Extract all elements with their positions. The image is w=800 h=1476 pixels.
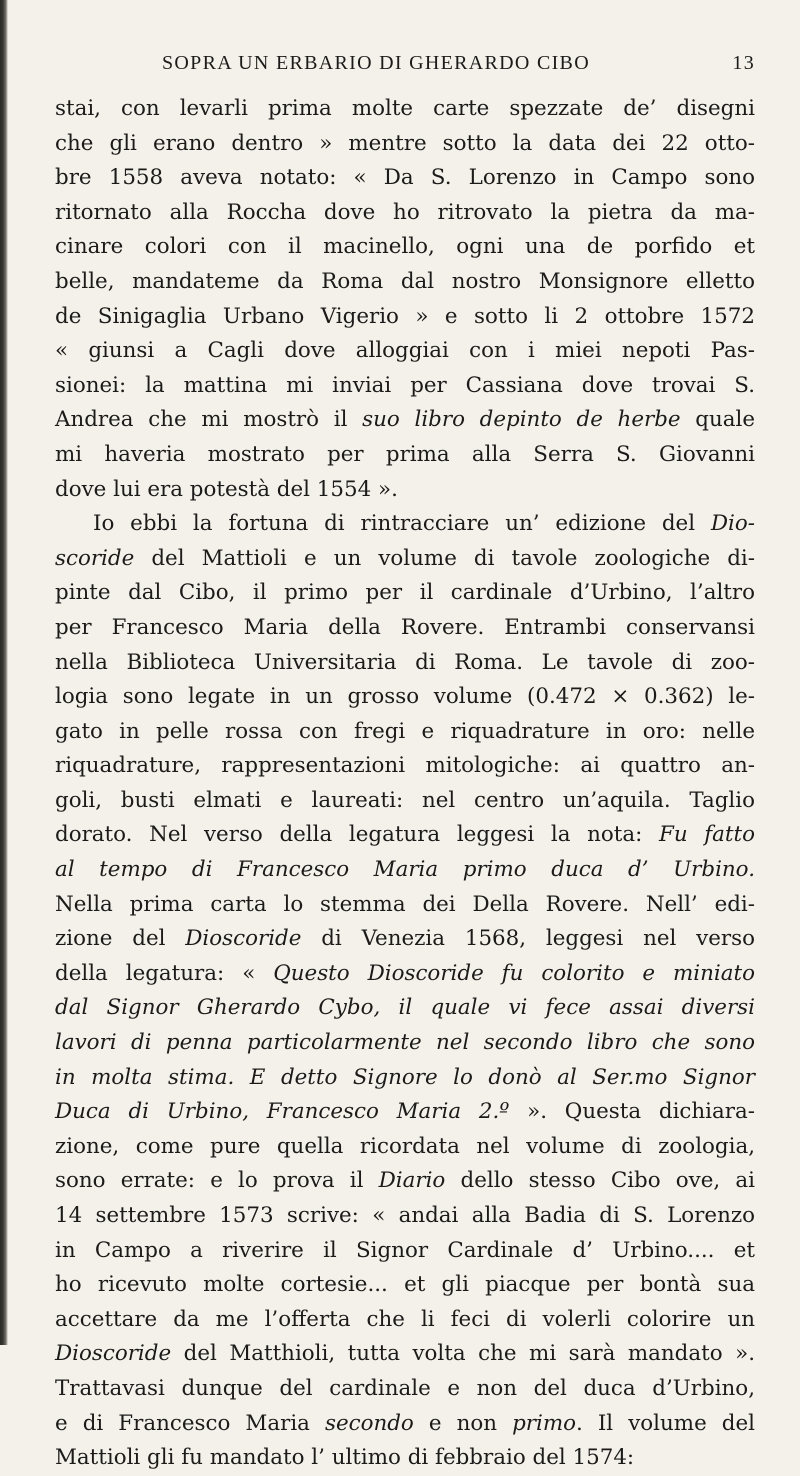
text-segment: in Campo a riverire il Signor Cardinale d’ Urbino.... et (55, 1237, 755, 1263)
text-line (55, 1441, 755, 1476)
text-segment: 14 settembre 1573 scrive: « andai alla Badia di S. Lorenzo (55, 1203, 755, 1228)
text-line (55, 853, 755, 888)
text-line (55, 1268, 755, 1303)
text-segment: ». Questa dichiara- (509, 1099, 755, 1125)
italic-text: Duca di Urbino, Francesco Maria 2.º (55, 1099, 510, 1125)
text-line (55, 230, 755, 265)
text-line (55, 991, 755, 1026)
text-segment: riquadrature, rappresentazioni mitologiche: ai quattro an- (55, 753, 755, 779)
text-line (55, 1130, 755, 1165)
text-line (55, 1164, 755, 1199)
italic-text: in molta stima. E detto Signore lo donò al Ser.mo Signor (55, 1064, 755, 1090)
italic-text: Dioscoride (55, 1341, 172, 1367)
text-line (55, 749, 755, 784)
italic-text: Dio- (710, 511, 755, 537)
text-segment: dello stesso Cibo ove, ai (445, 1168, 756, 1194)
text-line (55, 265, 755, 300)
text-segment: che gli erano dentro » mentre sotto la data dei 22 otto- (55, 130, 755, 156)
text-line (55, 715, 755, 750)
text-line (55, 1061, 755, 1096)
text-line (55, 1303, 755, 1338)
text-line (55, 473, 755, 508)
text-segment: ritornato alla Roccha dove ho ritrovato la pietra da ma- (55, 199, 755, 225)
text-line (55, 369, 755, 404)
text-segment: bre 1558 aveva notato: « Da S. Lorenzo in Campo sono (55, 165, 755, 191)
text-segment: Io ebbi la fortuna di rintracciare un’ edizione del (93, 511, 711, 537)
text-segment: del Mattioli e un volume di tavole zoologiche di- (134, 545, 755, 571)
text-segment: della legatura: « (55, 960, 274, 986)
italic-text: dal Signor Gherardo Cybo, il quale vi fece assai diversi (55, 995, 755, 1021)
italic-text: Questo Dioscoride fu colorito e miniato (273, 960, 755, 986)
text-line (55, 888, 755, 923)
text-line (55, 507, 755, 542)
text-segment: per Francesco Maria della Rovere. Entrambi conservansi (55, 614, 755, 640)
italic-text: Fu fatto (658, 822, 755, 848)
text-line (55, 1199, 755, 1234)
text-segment: ho ricevuto molte cortesie... et gli piacque per bontà sua (55, 1272, 755, 1298)
body-text (55, 92, 755, 1476)
running-header (62, 52, 755, 82)
text-line (55, 300, 755, 335)
text-line (55, 818, 755, 853)
text-segment: sionei: la mattina mi inviai per Cassiana dove trovai S. (55, 372, 755, 398)
text-line (55, 334, 755, 369)
text-segment: dove lui era potestà del 1554 ». (55, 476, 398, 502)
italic-text: suo libro depinto de herbe (362, 407, 681, 433)
text-segment: Mattioli gli fu mandato l’ ultimo di febbraio del 1574: (55, 1445, 635, 1471)
text-line (55, 1407, 755, 1442)
text-segment: mi haveria mostrato per prima alla Serra S. Giovanni (55, 441, 755, 467)
italic-text: primo (512, 1410, 576, 1436)
text-segment: logia sono legate in un grosso volume (0.472 × 0.362) le- (55, 684, 755, 710)
text-segment: belle, mandateme da Roma dal nostro Monsignore elletto (55, 268, 755, 294)
italic-text: Diario (378, 1168, 446, 1194)
text-line (55, 1372, 755, 1407)
text-segment: quale (680, 407, 756, 433)
text-segment: accettare da me l’offerta che li feci di volerli colorire un (55, 1306, 755, 1332)
text-segment: . Il volume del (576, 1410, 755, 1436)
text-segment: e di Francesco Maria (55, 1410, 325, 1436)
text-line (55, 957, 755, 992)
text-line (55, 196, 755, 231)
text-line (55, 680, 755, 715)
text-line (55, 438, 755, 473)
text-segment: stai, con levarli prima molte carte spezzate de’ disegni (55, 96, 755, 121)
text-segment: Andrea che mi mostrò il (55, 407, 363, 433)
text-line (55, 1095, 755, 1130)
text-line (55, 161, 755, 196)
italic-text: secondo (324, 1410, 414, 1436)
text-segment: dorato. Nel verso della legatura leggesi la nota: (55, 822, 659, 848)
text-line (55, 922, 755, 957)
text-segment: sono errate: e lo prova il (55, 1168, 379, 1194)
running-title: SOPRA UN ERBARIO DI GHERARDO CIBO (162, 52, 590, 74)
text-line (55, 1234, 755, 1269)
text-line (55, 542, 755, 577)
text-segment: Trattavasi dunque del cardinale e non del duca d’Urbino, (55, 1375, 755, 1401)
text-line (55, 127, 755, 162)
text-line (55, 1026, 755, 1061)
text-segment: de Sinigaglia Urbano Vigerio » e sotto li 2 ottobre 1572 (55, 303, 755, 329)
page-number: 13 (732, 52, 755, 74)
text-segment: cinare colori con il macinello, ogni una de porfido et (55, 234, 755, 260)
italic-text: al tempo di Francesco Maria primo duca d’ Urbino. (55, 857, 755, 883)
text-segment: di Venezia 1568, leggesi nel verso (301, 926, 755, 952)
text-segment: pinte dal Cibo, il primo per il cardinale d’Urbino, l’altro (55, 580, 755, 606)
text-segment: nella Biblioteca Universitaria di Roma. Le tavole di zoo- (55, 649, 755, 675)
text-line (55, 1337, 755, 1372)
text-segment: zione del (55, 926, 186, 952)
text-segment: e non (413, 1410, 513, 1436)
text-line (55, 576, 755, 611)
italic-text: Dioscoride (185, 926, 302, 952)
text-segment: zione, come pure quella ricordata nel volume di zoologia, (55, 1133, 755, 1159)
text-line (55, 92, 755, 127)
text-line (55, 784, 755, 819)
text-segment: Nella prima carta lo stemma dei Della Rovere. Nell’ edi- (55, 891, 755, 917)
italic-text: lavori di penna particolarmente nel secondo libro che sono (55, 1030, 755, 1056)
text-segment: goli, busti elmati e laureati: nel centro un’aquila. Taglio (55, 787, 755, 813)
italic-text: scoride (55, 545, 135, 571)
text-line (55, 646, 755, 681)
text-segment: « giunsi a Cagli dove alloggiai con i miei nepoti Pas- (55, 338, 755, 364)
page-binding-edge (0, 0, 8, 1345)
text-line (55, 611, 755, 646)
text-segment: del Matthioli, tutta volta che mi sarà mandato ». (171, 1341, 755, 1367)
text-segment: gato in pelle rossa con fregi e riquadrature in oro: nelle (55, 718, 755, 744)
text-line (55, 403, 755, 438)
